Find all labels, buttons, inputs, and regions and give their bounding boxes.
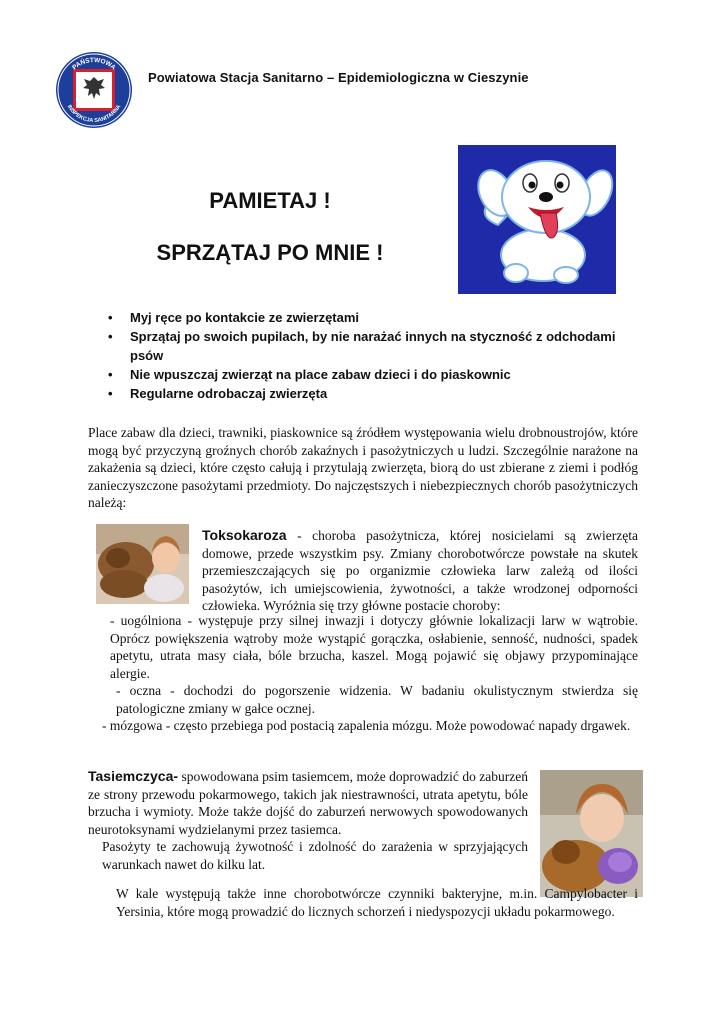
advice-item: • Regularne odrobaczaj zwierzęta: [106, 384, 626, 403]
advice-list: [106, 308, 626, 403]
toxocariasis-intro: [202, 527, 638, 615]
tapeworm-description: spowodowana psim tasiemcem, może doprowadzić do zaburzeń ze strony przewodu pokarmowego, takich jak niestrawności, utrata apetytu, bóle brzucha i wymioty. Może także dojść do zaburzeń nerwowych spowodowanych neurotoksynami wydzielanymi przez tasiemca.: [88, 769, 528, 837]
tapeworm-section: [88, 768, 528, 873]
headline-clean-up: SPRZĄTAJ PO MNIE !: [156, 240, 384, 265]
child-with-dog-photo: [540, 770, 643, 897]
advice-item: • Sprzątaj po swoich pupilach, by nie narażać innych na styczność z odchodami psów: [106, 327, 626, 365]
intro-paragraph: Place zabaw dla dzieci, trawniki, piaskownice są źródłem występowania wielu drobnoustrojów, które mogą być przyczyną groźnych chorób zakaźnych i pasożytniczych u ludzi. Szczególnie narażone na zakażenia są dzieci, które często całują i przytulają zwierzęta, biorą do ust zbierane z ziemi i podłóg zanieczyszczone pasożytami przedmioty. Do najczęstszych i niebezpiecznych chorób pasożytniczych należą:: [88, 425, 638, 510]
logo-bottom-text: INSPEKCJA SANITARNA: [65, 103, 123, 125]
cartoon-dog-image: [458, 145, 616, 294]
toxocariasis-description: - choroba pasożytnicza, której nosicielami są zwierzęta domowe, przede wszystkim psy. Zmiany chorobotwórcze powstałe na skutek przemieszczających się po organizmie człowieka larw zależą od ilości pasożytów, ich umiejscowienia, żywotności, a także wrodzonej odporności człowieka. Wyróżnia się trzy główne postacie choroby:: [202, 528, 638, 613]
advice-item: • Myj ręce po kontakcie ze zwierzętami: [106, 308, 626, 327]
headline-remember: PAMIETAJ !: [209, 188, 331, 213]
form-ocular: - oczna - dochodzi do pogorszenie widzenia. W badaniu okulistycznym stwierdza się patologiczne zmiany w gałce ocznej.: [116, 683, 638, 716]
dog-and-child-photo: [96, 524, 189, 604]
bacteria-note-block: [88, 885, 638, 920]
organization-title: Powiatowa Stacja Sanitarno – Epidemiologiczna w Cieszynie: [148, 70, 529, 85]
form-cerebral: - mózgowa - często przebiega pod postacią zapalenia mózgu. Może powodować napady drgawek.: [102, 718, 631, 733]
toxocariasis-forms: [88, 612, 638, 735]
toxocariasis-term: Toksokaroza: [202, 527, 287, 543]
form-generalized: - uogólniona - występuje przy silnej inwazji i dotyczy głównie lokalizacji larw w wątrobie. Oprócz powiększenia wątroby może wystąpić gorączka, osłabienie, senność, nudności, spadek apetytu, utrata masy ciała, bóle brzucha, kaszel. Mogą pojawić się objawy przypominające alergie.: [110, 613, 638, 681]
logo-top-text: PAŃSTWOWA: [71, 56, 117, 72]
tapeworm-survival-note: Pasożyty te zachowują żywotność i zdolność do zarażenia w sprzyjających warunkach nawet do kilku lat.: [102, 839, 528, 872]
advice-item: • Nie wpuszczaj zwierząt na place zabaw dzieci i do piaskownic: [106, 365, 626, 384]
tapeworm-term: Tasiemczyca-: [88, 768, 179, 784]
sanitary-inspection-logo: [54, 50, 134, 130]
bacteria-note: W kale występują także inne chorobotwórcze czynniki bakteryjne, m.in. Campylobacter i Yersinia, które mogą prowadzić do licznych schorzeń i niedyspozycji układu pokarmowego.: [116, 886, 638, 919]
